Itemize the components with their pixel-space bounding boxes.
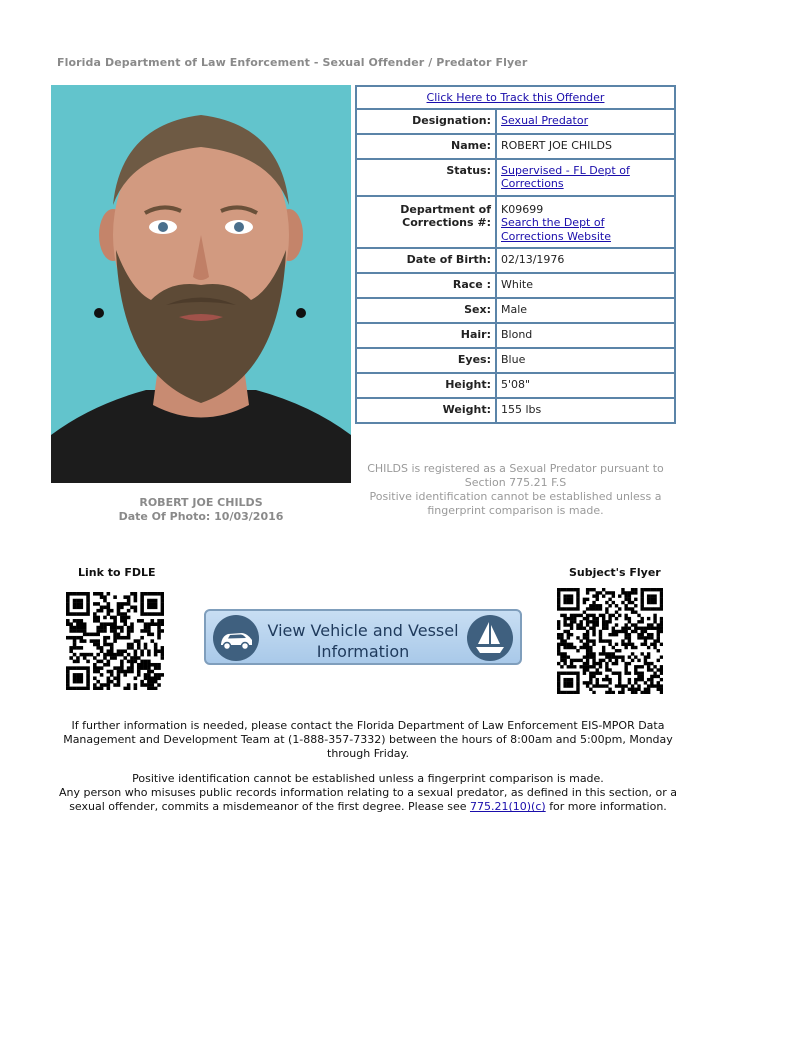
fingerprint-disclaimer: Positive identification cannot be established unless a fingerprint comparison is made. — [132, 772, 604, 785]
identification-disclaimer: Positive identification cannot be established unless a fingerprint comparison is made. — [369, 490, 662, 517]
table-row — [356, 248, 675, 273]
hair-label: Hair: — [356, 323, 496, 348]
misuse-warning-text: Any person who misuses public records information relating to a sexual predator, as defined in this section, or a sexual offender, commits a misdemeanor of the first degree. Please see — [59, 786, 677, 813]
car-icon — [212, 614, 260, 662]
eyes-value: Blue — [496, 348, 675, 373]
photo-caption-date: Date Of Photo: 10/03/2016 — [118, 510, 284, 523]
table-row — [356, 323, 675, 348]
doc-number-label: Department of Corrections #: — [356, 196, 496, 249]
photo-caption — [51, 496, 351, 524]
flyer-qr-code[interactable] — [557, 588, 663, 698]
table-row — [356, 196, 675, 249]
photo-caption-name: ROBERT JOE CHILDS — [139, 496, 263, 509]
table-row — [356, 134, 675, 159]
table-row — [356, 159, 675, 196]
fdle-qr-label: Link to FDLE — [78, 566, 156, 579]
fdle-qr-code[interactable] — [66, 592, 164, 694]
race-label: Race : — [356, 273, 496, 298]
status-link[interactable]: Supervised - FL Dept of Corrections — [501, 163, 630, 190]
weight-value: 155 lbs — [496, 398, 675, 423]
page-title: Florida Department of Law Enforcement - Sexual Offender / Predator Flyer — [57, 56, 528, 69]
doc-number-value: K09699 — [501, 202, 544, 216]
statute-link[interactable]: 775.21(10)(c) — [469, 800, 546, 813]
dob-label: Date of Birth: — [356, 248, 496, 273]
table-row — [356, 398, 675, 423]
track-offender-link[interactable]: Click Here to Track this Offender — [426, 91, 605, 104]
eyes-label: Eyes: — [356, 348, 496, 373]
offender-info-table — [355, 85, 676, 424]
name-value: ROBERT JOE CHILDS — [496, 134, 675, 159]
height-label: Height: — [356, 373, 496, 398]
track-row — [356, 86, 675, 109]
designation-label: Designation: — [356, 109, 496, 134]
legal-notice — [48, 772, 688, 814]
sex-value: Male — [496, 298, 675, 323]
view-vehicle-vessel-button[interactable] — [204, 609, 522, 665]
weight-label: Weight: — [356, 398, 496, 423]
offender-photo — [51, 85, 351, 483]
view-vehicle-vessel-label: View Vehicle and Vessel Information — [267, 621, 459, 661]
contact-info: If further information is needed, please contact the Florida Department of Law Enforcement EIS-MPOR Data Management and Development Team at (1-888-357-7332) between the hours of 8:00am and 5:00pm, Monday through Friday. — [63, 719, 673, 760]
designation-link[interactable]: Sexual Predator — [501, 113, 589, 127]
flyer-qr-label: Subject's Flyer — [569, 566, 661, 579]
table-row — [356, 109, 675, 134]
dob-value: 02/13/1976 — [496, 248, 675, 273]
misuse-warning — [48, 786, 688, 814]
sex-label: Sex: — [356, 298, 496, 323]
registration-notice — [355, 462, 676, 518]
search-doc-website-link[interactable]: Search the Dept of Corrections Website — [501, 216, 611, 243]
hair-value: Blond — [496, 323, 675, 348]
misuse-warning-tail: for more information. — [549, 800, 667, 813]
table-row — [356, 298, 675, 323]
table-row — [356, 373, 675, 398]
table-row — [356, 273, 675, 298]
status-label: Status: — [356, 159, 496, 196]
table-row — [356, 348, 675, 373]
height-value: 5'08" — [496, 373, 675, 398]
name-label: Name: — [356, 134, 496, 159]
race-value: White — [496, 273, 675, 298]
registration-statement: CHILDS is registered as a Sexual Predator pursuant to Section 775.21 F.S — [367, 462, 664, 489]
boat-icon — [466, 614, 514, 662]
